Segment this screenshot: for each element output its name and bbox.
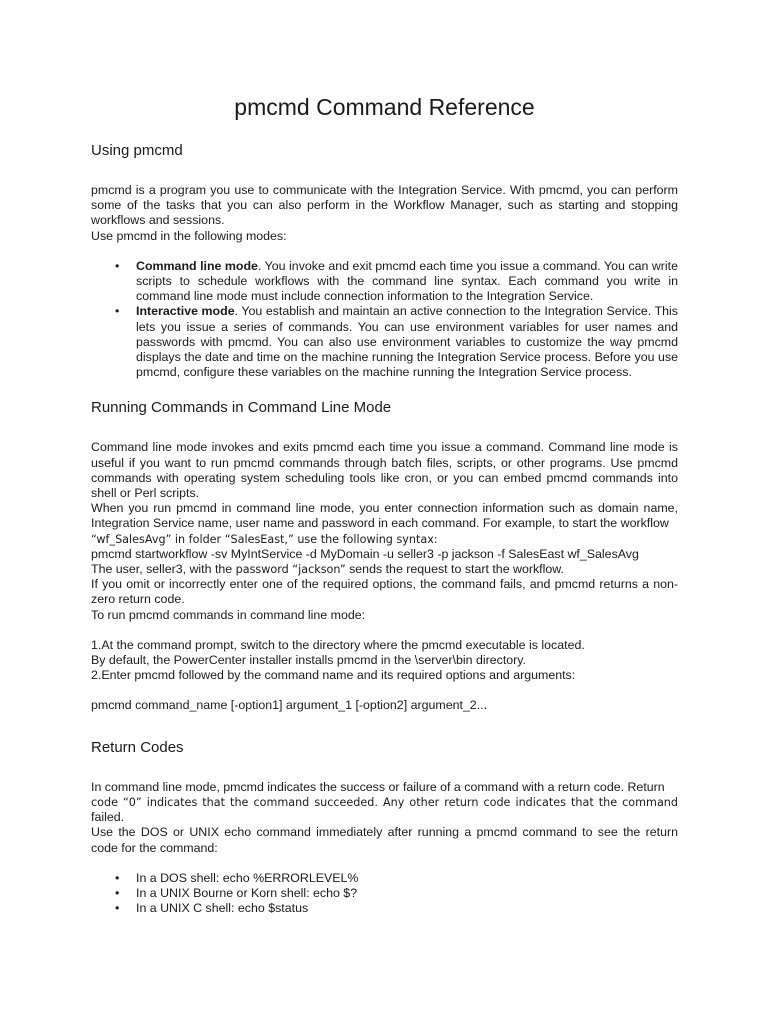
list-item: • In a DOS shell: echo %ERRORLEVEL%: [115, 870, 359, 885]
document-content: [91, 93, 678, 916]
paragraph: The user, seller3, with the password “jackson” sends the request to start the workflow.: [91, 562, 564, 577]
step-1-note: By default, the PowerCenter installer installs pmcmd in the \server\bin directory.: [91, 653, 527, 668]
step-1: 1.At the command prompt, switch to the directory where the pmcmd executable is located.: [91, 637, 585, 652]
term-label: Interactive mode: [136, 304, 235, 319]
modes-list: [91, 259, 678, 381]
page-title: pmcmd Command Reference: [234, 94, 535, 120]
list-item: [91, 304, 678, 380]
paragraph: Use the DOS or UNIX echo command immediately after running a pmcmd command to see the return code for the command:: [91, 825, 678, 855]
section-heading-running: Running Commands in Command Line Mode: [91, 399, 392, 417]
bullet-icon: •: [115, 901, 120, 916]
list-item: • In a UNIX Bourne or Korn shell: echo $?: [115, 885, 358, 900]
bullet-icon: •: [115, 885, 120, 900]
paragraph: Use pmcmd in the following modes:: [91, 228, 287, 243]
bullet-icon: •: [115, 870, 120, 885]
bullet-icon: •: [115, 258, 120, 273]
bullet-icon: •: [115, 304, 120, 319]
command-example: pmcmd startworkflow -sv MyIntService -d MyDomain -u seller3 -p jackson -f SalesEast wf_SalesAvg: [91, 546, 639, 561]
paragraph: code “0” indicates that the command succeeded. Any other return code indicates that the command: [91, 795, 678, 809]
shell-list: [91, 871, 678, 917]
paragraph: Command line mode invokes and exits pmcmd each time you issue a command. Command line mode is useful if you want to run pmcmd commands through batch files, scripts, or other programs. Use pmcmd commands with operating system scheduling tools like cron, or you can embed pmcmd commands into shell or Perl scripts.: [91, 440, 678, 501]
paragraph: “wf_SalesAvg” in folder “SalesEast,” use the following syntax:: [91, 532, 438, 546]
section-heading-using: Using pmcmd: [91, 142, 183, 159]
paragraph: failed.: [91, 810, 125, 825]
syntax-line: pmcmd command_name [-option1] argument_1 [-option2] argument_2...: [91, 698, 488, 713]
term-label: Command line mode: [136, 258, 258, 273]
paragraph: When you run pmcmd in command line mode, you enter connection information such as domain name, Integration Service name, user name and password in each command. For example, to start the workflow: [91, 501, 678, 531]
paragraph: To run pmcmd commands in command line mode:: [91, 607, 366, 622]
term-description: . You invoke and exit pmcmd each time you issue a command. You can write scripts to schedule workflows with the command line syntax. Each command you write in command line mode must include connection information to the Integration Service.: [136, 258, 679, 304]
paragraph: pmcmd is a program you use to communicate with the Integration Service. With pmcmd, you can perform some of the tasks that you can also perform in the Workflow Manager, such as starting and stopping workflows and sessions.: [91, 183, 678, 228]
step-2: 2.Enter pmcmd followed by the command name and its required options and arguments:: [91, 668, 576, 683]
paragraph: In command line mode, pmcmd indicates the success or failure of a command with a return code. Return: [91, 779, 665, 794]
section-heading-codes: Return Codes: [91, 738, 184, 756]
paragraph: If you omit or incorrectly enter one of the required options, the command fails, and pmcmd returns a non-zero return code.: [91, 577, 678, 607]
list-item: • In a UNIX C shell: echo $status: [115, 901, 309, 916]
term-description: . You establish and maintain an active connection to the Integration Service. This lets you issue a series of commands. You can use environment variables for user names and passwords with pmcmd. You can also use environment variables to customize the way pmcmd displays the date and time on the machine running the Integration Service process. Before you use pmcmd, configure these variables on the machine running the Integration Service process.: [136, 304, 678, 380]
list-item: [91, 259, 678, 305]
